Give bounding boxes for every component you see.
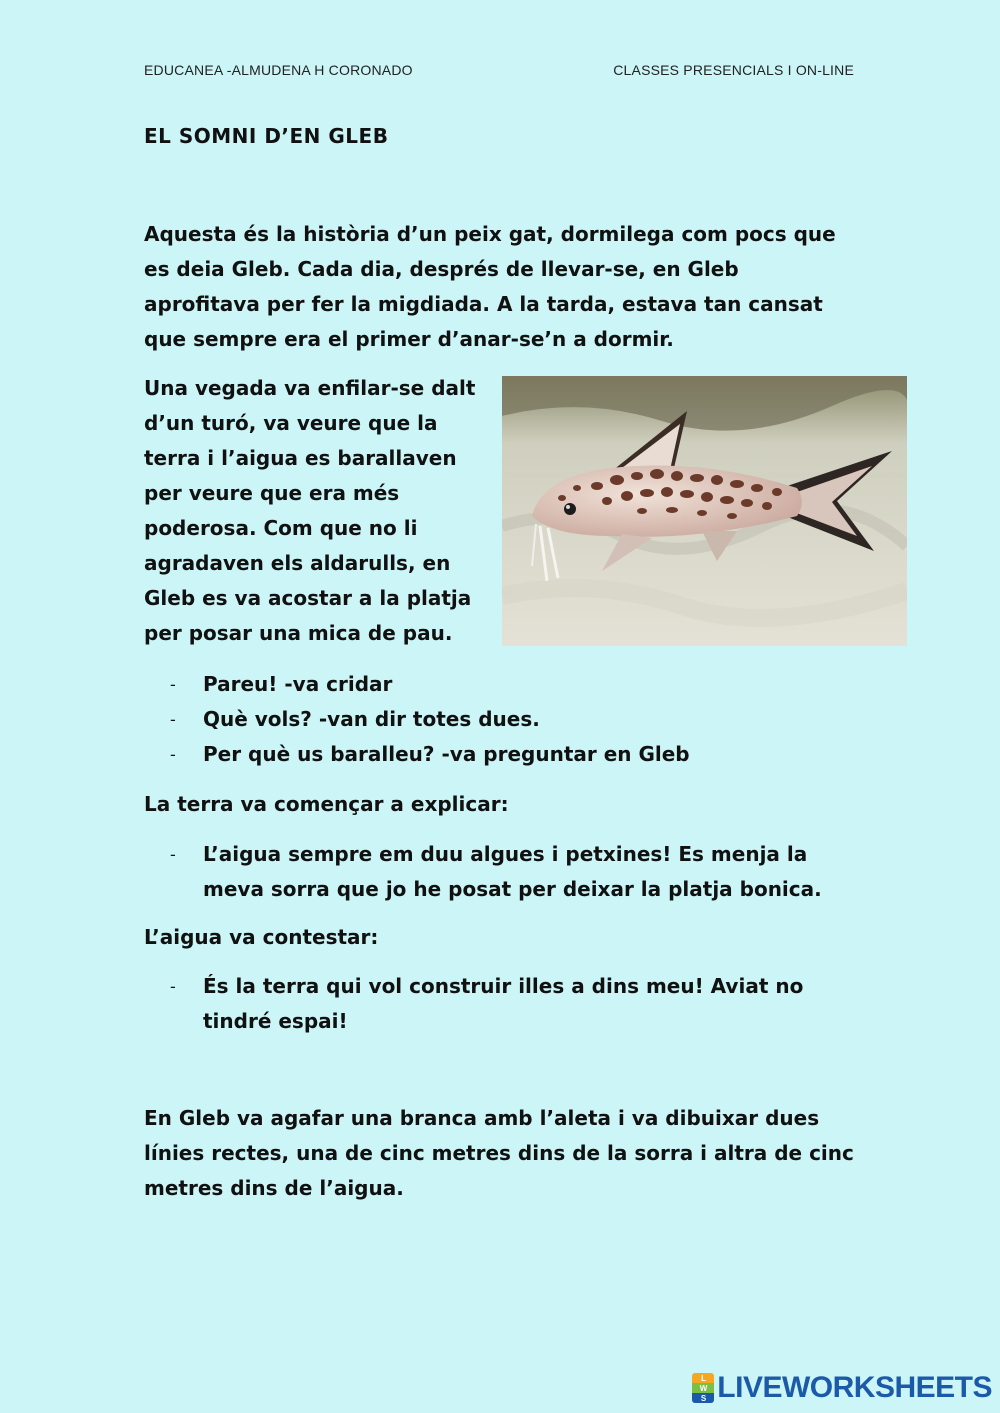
header-right: CLASSES PRESENCIALS I ON-LINE <box>613 62 854 78</box>
dash-bullet: - <box>170 745 176 764</box>
dialogue-line: - Pareu! -va cridar <box>170 667 690 702</box>
catfish-photo <box>502 376 907 646</box>
header-left: EDUCANEA -ALMUDENA H CORONADO <box>144 62 413 78</box>
dash-bullet: - <box>170 977 176 996</box>
logo-badge-icon: L W S <box>692 1373 714 1403</box>
dialogue-list-2 <box>170 837 860 907</box>
narration-aigua: L’aigua va contestar: <box>144 925 379 949</box>
dash-bullet: - <box>170 675 176 694</box>
paragraph-lines: En Gleb va agafar una branca amb l’aleta i va dibuixar dues línies rectes, una de cinc metres dins de la sorra i altra de cinc metres dins de l’aigua. <box>144 1106 854 1200</box>
dash-bullet: - <box>170 845 176 864</box>
dialogue-line: - Què vols? -van dir totes dues. <box>170 702 690 737</box>
paragraph-hill: Una vegada va enfilar-se dalt d’un turó, va veure que la terra i l’aigua es barallaven per veure que era més poderosa. Com que no li agradaven els aldarulls, en Gleb es va acostar a la platja per posar una mica de pau. <box>144 376 476 645</box>
page-header <box>144 62 854 78</box>
dialogue-line: - És la terra qui vol construir illes a dins meu! Aviat no tindré espai! <box>170 969 860 1039</box>
logo-text: LIVEWORKSHEETS <box>717 1371 992 1404</box>
liveworksheets-logo[interactable] <box>692 1371 992 1405</box>
catfish-illustration <box>502 376 907 646</box>
dialogue-list-3 <box>170 969 860 1039</box>
dialogue-line: - Per què us baralleu? -va preguntar en Gleb <box>170 737 690 772</box>
story-title: EL SOMNI D’EN GLEB <box>144 124 389 148</box>
dialogue-list-1 <box>170 667 690 772</box>
narration-terra: La terra va començar a explicar: <box>144 792 509 816</box>
paragraph-intro: Aquesta és la història d’un peix gat, dormilega com pocs que es deia Gleb. Cada dia, després de llevar-se, en Gleb aprofitava per fer la migdiada. A la tarda, estava tan cansat que sempre era el primer d’anar-se’n a dormir. <box>144 222 836 351</box>
dash-bullet: - <box>170 710 176 729</box>
dialogue-line: - L’aigua sempre em duu algues i petxines! Es menja la meva sorra que jo he posat per deixar la platja bonica. <box>170 837 860 907</box>
